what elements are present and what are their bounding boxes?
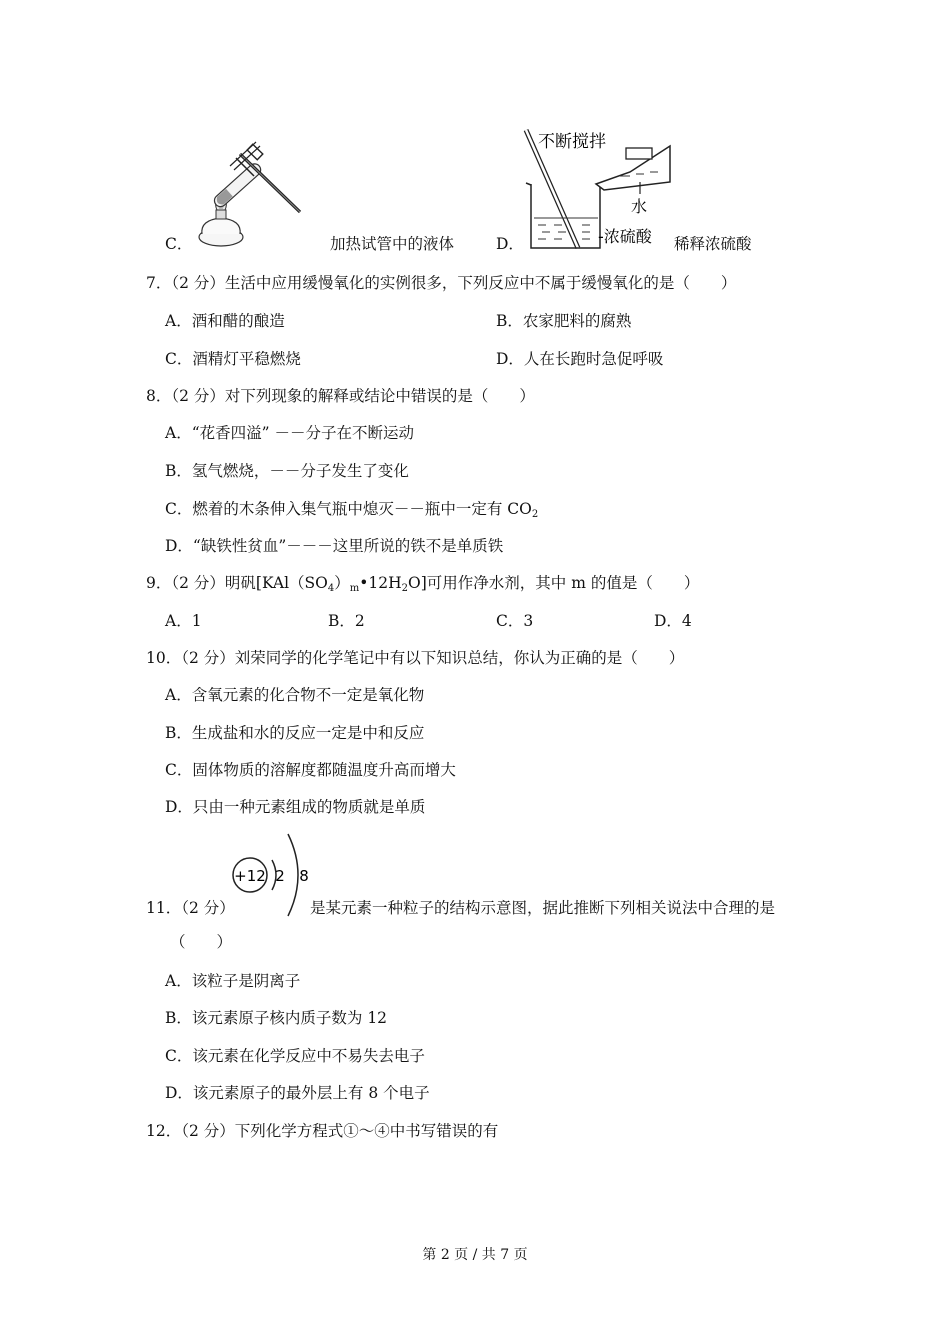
q9-stem-c: •12H xyxy=(359,574,402,592)
q8-option-d: D．“缺铁性贫血”－－－这里所说的铁不是单质铁 xyxy=(165,537,504,555)
q9-option-d: D．4 xyxy=(654,612,692,630)
shell-1-electrons: 2 xyxy=(275,867,285,885)
q9-stem-b: ） xyxy=(334,574,350,592)
q9-option-c: C．3 xyxy=(496,612,534,630)
q10-option-a: A．含氧元素的化合物不一定是氧化物 xyxy=(165,686,425,704)
option-d-caption: 稀释浓硫酸 xyxy=(674,235,752,253)
q11-option-c: C．该元素在化学反应中不易失去电子 xyxy=(165,1047,425,1065)
atom-structure-diagram xyxy=(228,830,318,920)
subscript: 2 xyxy=(401,583,409,594)
q9-stem-a: 9．（2 分）明矾[KAl（SO xyxy=(146,574,328,592)
q11-option-a: A．该粒子是阴离子 xyxy=(165,972,301,990)
q8-option-c xyxy=(165,499,538,519)
q10-option-b: B．生成盐和水的反应一定是中和反应 xyxy=(165,724,425,742)
shell-2-electrons: 8 xyxy=(299,867,309,885)
q7-option-d: D．人在长跑时急促呼吸 xyxy=(496,350,664,368)
option-d-letter: D． xyxy=(496,235,524,253)
q8-stem: 8．（2 分）对下列现象的解释或结论中错误的是（ ） xyxy=(146,387,535,405)
q11-option-b: B．该元素原子核内质子数为 12 xyxy=(165,1009,388,1027)
q10-option-d: D．只由一种元素组成的物质就是单质 xyxy=(165,798,426,816)
q9-option-b: B．2 xyxy=(328,612,365,630)
q7-option-a: A．酒和醋的酿造 xyxy=(165,312,285,330)
q11-prefix: 11．（2 分） xyxy=(146,899,235,917)
page-footer: 第 2 页 / 共 7 页 xyxy=(422,1247,528,1263)
q7-option-c: C．酒精灯平稳燃烧 xyxy=(165,350,301,368)
q11-paren: （ ） xyxy=(170,933,233,951)
q11-option-d: D．该元素原子的最外层上有 8 个电子 xyxy=(165,1084,430,1102)
q10-stem: 10．（2 分）刘荣同学的化学笔记中有以下知识总结，你认为正确的是（ ） xyxy=(146,649,685,667)
q8-option-b: B．氢气燃烧，－－分子发生了变化 xyxy=(165,462,409,480)
q8-option-a: A．“花香四溢” －－分子在不断运动 xyxy=(165,424,414,442)
acid-label: -浓硫酸 xyxy=(598,227,652,246)
q8-option-c-text: C．燃着的木条伸入集气瓶中熄灭－－瓶中一定有 CO xyxy=(165,500,532,518)
option-c-letter: C． xyxy=(165,235,193,253)
stir-label: 不断搅拌 xyxy=(538,132,606,152)
option-c-caption: 加热试管中的液体 xyxy=(330,235,455,253)
q7-option-b: B．农家肥料的腐熟 xyxy=(496,312,632,330)
subscript: 2 xyxy=(531,509,539,520)
q9-stem-d: O]可用作净水剂，其中 m 的值是（ ） xyxy=(408,574,700,592)
subscript: m xyxy=(349,583,360,594)
subscript: 4 xyxy=(327,583,335,594)
water-label: 水 xyxy=(631,197,648,216)
figure-diluting-acid xyxy=(520,126,680,256)
q12-stem: 12．（2 分）下列化学方程式①～④中书写错误的有 xyxy=(146,1122,499,1140)
q9-stem xyxy=(146,573,699,593)
nucleus-charge: +12 xyxy=(234,867,266,885)
figure-heating-test-tube xyxy=(196,132,308,250)
q11-stem: 是某元素一种粒子的结构示意图，据此推断下列相关说法中合理的是 xyxy=(310,899,776,917)
q10-option-c: C．固体物质的溶解度都随温度升高而增大 xyxy=(165,761,456,779)
q9-option-a: A．1 xyxy=(165,612,202,630)
q7-stem: 7．（2 分）生活中应用缓慢氧化的实例很多，下列反应中不属于缓慢氧化的是（ ） xyxy=(146,274,737,292)
